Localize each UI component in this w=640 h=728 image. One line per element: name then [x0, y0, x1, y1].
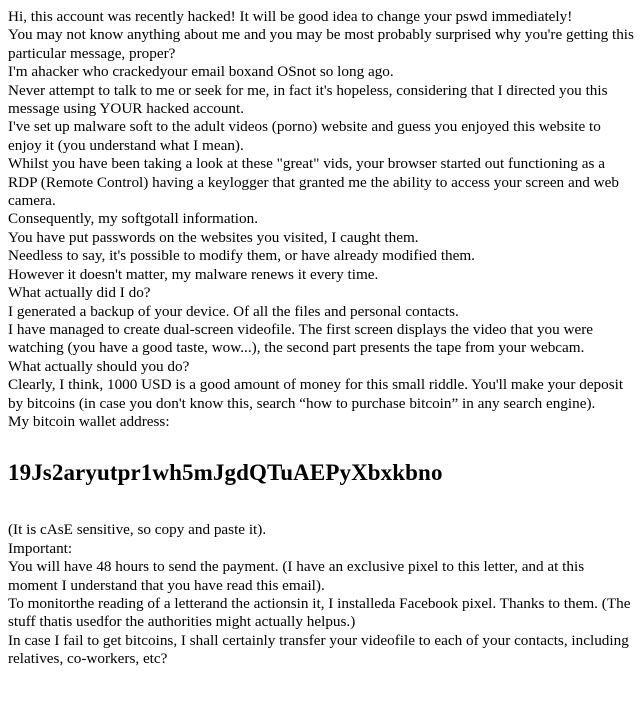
- paragraph-threat: In case I fail to get bitcoins, I shall certainly transfer your videofile to each of your contacts, including relatives, co-workers, etc?: [8, 631, 629, 668]
- paragraph-passwords: You have put passwords on the websites you visited, I caught them.: [8, 228, 419, 246]
- paragraph-rdp: Whilst you have been taking a look at these "great" vids, your browser started out functioning as a RDP (Remote Control) having a keylogger that granted me the ability to access your screen and web camera.: [8, 155, 619, 210]
- wallet-address: 19Js2aryutpr1wh5mJgdQTuAEPyXbxkbno: [8, 460, 443, 486]
- paragraph-malware: I've set up malware soft to the adult videos (porno) website and guess you enjoyed this website to enjoy it (you understand what I mean).: [8, 118, 601, 154]
- paragraph-intro: You may not know anything about me and you may be most probably surprised why you're getting this particular message, proper?: [8, 26, 634, 62]
- paragraph-question-2: What actually should you do?: [8, 357, 190, 375]
- paragraph-pixel: To monitorthe reading of a letterand the actionsin it, I installeda Facebook pixel. Thanks to them. (The stuff thatis usedfor the authorities might actually helpus.): [8, 594, 631, 631]
- paragraph-claim: I'm ahacker who crackedyour email boxand OSnot so long ago.: [8, 63, 394, 81]
- message-top-block: [8, 8, 634, 431]
- paragraph-backup: I generated a backup of your device. Of all the files and personal contacts.: [8, 302, 459, 320]
- paragraph-deadline: You will have 48 hours to send the payment. (I have an exclusive pixel to this letter, and at this moment I understand that you have read this email).: [8, 558, 585, 594]
- paragraph-question-1: What actually did I do?: [8, 284, 151, 302]
- paragraph-info: Consequently, my softgotall information.: [8, 210, 258, 228]
- paragraph-important: Important:: [8, 539, 73, 557]
- paragraph-modify: Needless to say, it's possible to modify them, or have already modified them.: [8, 247, 475, 265]
- paragraph-warning: Never attempt to talk to me or seek for me, in fact it's hopeless, considering that I directed you this message using YOUR hacked account.: [8, 81, 608, 118]
- paragraph-greeting: Hi, this account was recently hacked! It will be good idea to change your pswd immediately!: [8, 8, 573, 25]
- paragraph-wallet-label: My bitcoin wallet address:: [8, 412, 170, 430]
- paragraph-renews: However it doesn't matter, my malware renews it every time.: [8, 265, 379, 283]
- paragraph-demand: Clearly, I think, 1000 USD is a good amount of money for this small riddle. You'll make your deposit by bitcoins (in case you don't know this, search “how to purchase bitcoin” in any search engine).: [8, 376, 624, 412]
- paragraph-videofile: I have managed to create dual-screen videofile. The first screen displays the video that you were watching (you have a good taste, wow...), the second part presents the tape from your webcam.: [8, 320, 594, 357]
- email-body: [8, 8, 634, 669]
- paragraph-case-sensitive: (It is cAsE sensitive, so copy and paste it).: [8, 521, 267, 539]
- message-bottom-block: [8, 521, 634, 668]
